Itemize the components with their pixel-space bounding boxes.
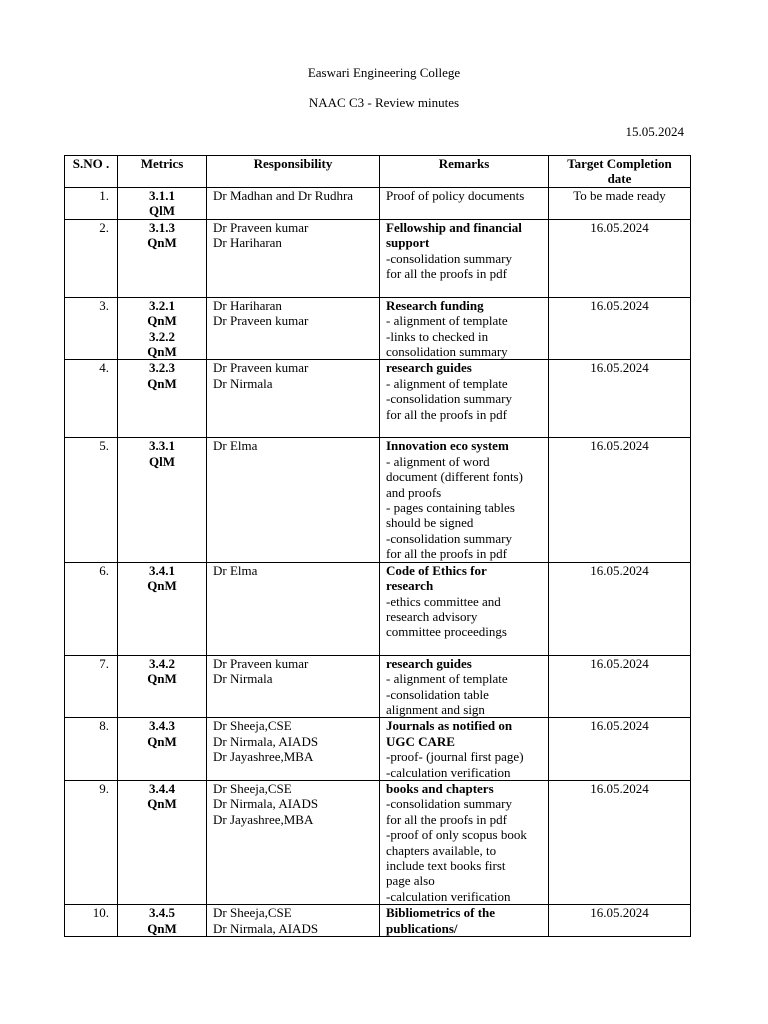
remark-line: document (different fonts) bbox=[386, 469, 523, 485]
cell-responsibility bbox=[207, 718, 380, 781]
cell-remarks bbox=[380, 562, 549, 655]
metric-code: 3.2.2 bbox=[149, 328, 175, 344]
metric-code: 3.4.3 bbox=[149, 718, 175, 734]
cell-remarks bbox=[380, 905, 549, 937]
remark-line: for all the proofs in pdf bbox=[386, 811, 507, 827]
cell-metrics bbox=[118, 188, 207, 220]
metric-code: QnM bbox=[147, 733, 177, 749]
remark-line: research advisory bbox=[386, 608, 478, 624]
cell-sno: 3. bbox=[65, 297, 118, 360]
cell-metrics bbox=[118, 655, 207, 718]
responsible-person: Dr Nirmala bbox=[213, 671, 273, 687]
remark-line: consolidation summary bbox=[386, 344, 508, 360]
cell-target-date: 16.05.2024 bbox=[549, 297, 691, 360]
responsible-person: Dr Sheeja,CSE bbox=[213, 905, 292, 921]
remark-line: -ethics committee and bbox=[386, 593, 501, 609]
metric-code: 3.2.3 bbox=[149, 360, 175, 376]
cell-metrics bbox=[118, 780, 207, 904]
cell-metrics bbox=[118, 219, 207, 297]
cell-responsibility bbox=[207, 780, 380, 904]
metric-code: QnM bbox=[147, 344, 177, 360]
remark-line: - alignment of template bbox=[386, 313, 508, 329]
cell-target-date: 16.05.2024 bbox=[549, 360, 691, 438]
table-row bbox=[65, 562, 691, 655]
metric-code: QnM bbox=[147, 375, 177, 391]
document-date: 15.05.2024 bbox=[625, 124, 684, 139]
remark-line: -proof of only scopus book bbox=[386, 827, 527, 843]
metric-code: 3.4.5 bbox=[149, 905, 175, 921]
remark-heading: Research funding bbox=[386, 297, 484, 313]
remark-heading: Bibliometrics of the bbox=[386, 905, 496, 921]
cell-remarks bbox=[380, 297, 549, 360]
remark-line: -proof- (journal first page) bbox=[386, 749, 524, 765]
column-header-responsibility: Responsibility bbox=[207, 156, 380, 188]
cell-metrics bbox=[118, 438, 207, 562]
cell-metrics bbox=[118, 360, 207, 438]
column-header-sno: S.NO . bbox=[65, 156, 118, 188]
metric-code: 3.4.2 bbox=[149, 655, 175, 671]
remark-line: and proofs bbox=[386, 484, 442, 500]
remark-heading: books and chapters bbox=[386, 780, 494, 796]
responsible-person: Dr Praveen kumar bbox=[213, 313, 309, 329]
metric-code: 3.4.4 bbox=[149, 780, 175, 796]
remark-line: -consolidation summary bbox=[386, 250, 513, 266]
cell-target-date: To be made ready bbox=[549, 188, 691, 220]
responsible-person: Dr Elma bbox=[213, 438, 258, 454]
table-row bbox=[65, 360, 691, 438]
metric-code: 3.1.3 bbox=[149, 219, 175, 235]
remark-heading: publications/ bbox=[386, 920, 458, 936]
remark-line: -consolidation summary bbox=[386, 530, 513, 546]
remark-line: -links to checked in bbox=[386, 328, 489, 344]
remark-heading: Innovation eco system bbox=[386, 438, 509, 454]
table-row bbox=[65, 438, 691, 562]
remark-line: page also bbox=[386, 873, 435, 889]
remark-line: - alignment of template bbox=[386, 671, 508, 687]
remark-line: -consolidation summary bbox=[386, 391, 513, 407]
remark-line: should be signed bbox=[386, 515, 474, 531]
column-header-remarks: Remarks bbox=[380, 156, 549, 188]
cell-responsibility bbox=[207, 360, 380, 438]
cell-remarks bbox=[380, 438, 549, 562]
metric-code: 3.1.1 bbox=[149, 188, 175, 203]
remark-line: -calculation verification bbox=[386, 888, 511, 904]
cell-target-date: 16.05.2024 bbox=[549, 655, 691, 718]
metric-code: QlM bbox=[149, 453, 175, 469]
responsible-person: Dr Hariharan bbox=[213, 235, 282, 251]
cell-sno: 4. bbox=[65, 360, 118, 438]
cell-remarks bbox=[380, 219, 549, 297]
cell-responsibility bbox=[207, 438, 380, 562]
remark-line: - pages containing tables bbox=[386, 500, 515, 516]
column-header-target-date: Target Completion date bbox=[549, 156, 691, 188]
remark-line: chapters available, to bbox=[386, 842, 497, 858]
cell-responsibility bbox=[207, 905, 380, 937]
remark-heading: support bbox=[386, 235, 430, 251]
table-row bbox=[65, 188, 691, 220]
metric-code: QlM bbox=[149, 203, 175, 219]
cell-sno: 10. bbox=[65, 905, 118, 937]
remark-line: include text books first bbox=[386, 857, 506, 873]
responsible-person: Dr Praveen kumar bbox=[213, 655, 309, 671]
remark-heading: research guides bbox=[386, 655, 472, 671]
metric-code: QnM bbox=[147, 313, 177, 329]
cell-target-date: 16.05.2024 bbox=[549, 438, 691, 562]
cell-metrics bbox=[118, 297, 207, 360]
responsible-person: Dr Nirmala bbox=[213, 375, 273, 391]
cell-responsibility bbox=[207, 562, 380, 655]
responsible-person: Dr Hariharan bbox=[213, 297, 282, 313]
cell-responsibility bbox=[207, 188, 380, 220]
responsible-person: Dr Nirmala, AIADS bbox=[213, 796, 319, 812]
cell-sno: 2. bbox=[65, 219, 118, 297]
cell-sno: 8. bbox=[65, 718, 118, 781]
cell-responsibility bbox=[207, 297, 380, 360]
metric-code: 3.4.1 bbox=[149, 562, 175, 578]
remark-line: -calculation verification bbox=[386, 764, 511, 780]
remark-line: - alignment of word bbox=[386, 453, 490, 469]
table-row bbox=[65, 780, 691, 904]
remark-line: -consolidation table bbox=[386, 686, 489, 702]
metric-code: QnM bbox=[147, 235, 177, 251]
remark-line: committee proceedings bbox=[386, 624, 507, 640]
column-header-metrics: Metrics bbox=[118, 156, 207, 188]
cell-responsibility bbox=[207, 655, 380, 718]
cell-sno: 6. bbox=[65, 562, 118, 655]
cell-metrics bbox=[118, 905, 207, 937]
cell-metrics bbox=[118, 718, 207, 781]
remark-heading: research bbox=[386, 578, 434, 594]
remark-line: -consolidation summary bbox=[386, 796, 513, 812]
remark-line: alignment and sign bbox=[386, 701, 485, 717]
remark-heading: Code of Ethics for bbox=[386, 562, 487, 578]
cell-remarks bbox=[380, 655, 549, 718]
remark-heading: Journals as notified on bbox=[386, 718, 513, 734]
cell-sno: 7. bbox=[65, 655, 118, 718]
table-row bbox=[65, 219, 691, 297]
cell-target-date: 16.05.2024 bbox=[549, 219, 691, 297]
responsible-person: Dr Nirmala, AIADS bbox=[213, 920, 319, 936]
cell-sno: 5. bbox=[65, 438, 118, 562]
remark-line: for all the proofs in pdf bbox=[386, 546, 507, 562]
table-row bbox=[65, 718, 691, 781]
responsible-person: Dr Nirmala, AIADS bbox=[213, 733, 319, 749]
table-header-row bbox=[65, 156, 691, 188]
metric-code: QnM bbox=[147, 578, 177, 594]
responsible-person: Dr Elma bbox=[213, 562, 258, 578]
responsible-person: Dr Sheeja,CSE bbox=[213, 780, 292, 796]
document-subtitle: NAAC C3 - Review minutes bbox=[308, 95, 460, 110]
table-row bbox=[65, 297, 691, 360]
table-row bbox=[65, 905, 691, 937]
responsible-person: Dr Madhan and Dr Rudhra bbox=[213, 188, 354, 203]
metric-code: 3.3.1 bbox=[149, 438, 175, 454]
metric-code: QnM bbox=[147, 671, 177, 687]
remark-heading: UGC CARE bbox=[386, 733, 455, 749]
remark-line: for all the proofs in pdf bbox=[386, 266, 507, 282]
cell-sno: 9. bbox=[65, 780, 118, 904]
cell-remarks bbox=[380, 360, 549, 438]
cell-metrics bbox=[118, 562, 207, 655]
metric-code: QnM bbox=[147, 796, 177, 812]
responsible-person: Dr Sheeja,CSE bbox=[213, 718, 292, 734]
cell-responsibility bbox=[207, 219, 380, 297]
remark-line: Proof of policy documents bbox=[386, 188, 525, 203]
cell-target-date: 16.05.2024 bbox=[549, 780, 691, 904]
metric-code: QnM bbox=[147, 920, 177, 936]
cell-remarks bbox=[380, 718, 549, 781]
remark-line: for all the proofs in pdf bbox=[386, 406, 507, 422]
remark-heading: research guides bbox=[386, 360, 472, 376]
responsible-person: Dr Praveen kumar bbox=[213, 219, 309, 235]
responsible-person: Dr Jayashree,MBA bbox=[213, 811, 314, 827]
metric-code: 3.2.1 bbox=[149, 297, 175, 313]
cell-target-date: 16.05.2024 bbox=[549, 905, 691, 937]
college-name: Easwari Engineering College bbox=[307, 65, 461, 80]
cell-target-date: 16.05.2024 bbox=[549, 562, 691, 655]
table-row bbox=[65, 655, 691, 718]
remark-heading: Fellowship and financial bbox=[386, 219, 522, 235]
cell-sno: 1. bbox=[65, 188, 118, 220]
responsible-person: Dr Jayashree,MBA bbox=[213, 749, 314, 765]
remark-line: - alignment of template bbox=[386, 375, 508, 391]
review-minutes-table bbox=[64, 155, 691, 937]
cell-remarks bbox=[380, 188, 549, 220]
cell-target-date: 16.05.2024 bbox=[549, 718, 691, 781]
responsible-person: Dr Praveen kumar bbox=[213, 360, 309, 376]
cell-remarks bbox=[380, 780, 549, 904]
